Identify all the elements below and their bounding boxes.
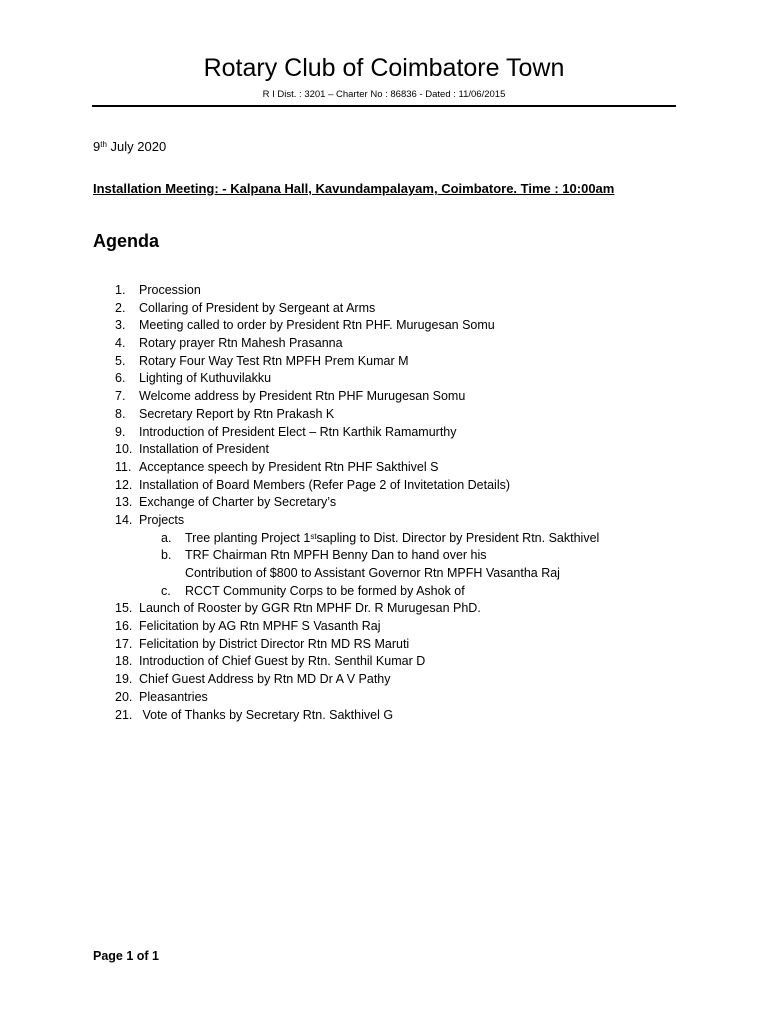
- agenda-item: 15. Launch of Rooster by GGR Rtn MPHF Dr. R Murugesan PhD.: [115, 601, 481, 616]
- meeting-date: 9th July 2020: [93, 139, 167, 154]
- agenda-item: 10. Installation of President: [115, 442, 269, 457]
- agenda-item: 18. Introduction of Chief Guest by Rtn. Senthil Kumar D: [115, 654, 426, 669]
- agenda-item: 8. Secretary Report by Rtn Prakash K: [115, 406, 335, 421]
- meeting-details: Installation Meeting: - Kalpana Hall, Kavundampalayam, Coimbatore. Time : 10:00am: [93, 181, 615, 196]
- agenda-subitem-continuation: Contribution of $800 to Assistant Governor Rtn MPFH Vasantha Raj: [185, 566, 560, 580]
- agenda-item: 13. Exchange of Charter by Secretary’s: [115, 495, 337, 510]
- agenda-item: 3. Meeting called to order by President Rtn PHF. Murugesan Somu: [115, 318, 495, 333]
- agenda-item: 17. Felicitation by District Director Rtn MD RS Maruti: [115, 636, 410, 651]
- agenda-item: 1. Procession: [115, 283, 201, 297]
- club-title: Rotary Club of Coimbatore Town: [203, 54, 565, 82]
- agenda-item: 5. Rotary Four Way Test Rtn MPFH Prem Kumar M: [115, 353, 409, 368]
- agenda-heading: Agenda: [93, 231, 160, 251]
- header-divider: [92, 105, 676, 107]
- agenda-item: 2. Collaring of President by Sergeant at Arms: [115, 300, 376, 315]
- charter-info: R I Dist. : 3201 – Charter No : 86836 - Dated : 11/06/2015: [262, 89, 506, 100]
- agenda-item: 11. Acceptance speech by President Rtn PHF Sakthivel S: [115, 459, 439, 474]
- agenda-list: [115, 282, 735, 724]
- agenda-subitem: a. Tree planting Project 1 $^{st}$ sapling to Dist. Director by President Rtn. Sakthivel: [161, 530, 600, 545]
- agenda-item: 6. Lighting of Kuthuvilakku: [115, 371, 272, 386]
- page-number: Page 1 of 1: [93, 949, 159, 963]
- agenda-item: 16. Felicitation by AG Rtn MPHF S Vasanth Raj: [115, 619, 381, 634]
- agenda-subitem: b. TRF Chairman Rtn MPFH Benny Dan to hand over his: [161, 548, 487, 563]
- agenda-item: 12. Installation of Board Members (Refer Page 2 of Invitetation Details): [115, 477, 511, 492]
- agenda-item: 9. Introduction of President Elect – Rtn Karthik Ramamurthy: [115, 424, 457, 439]
- agenda-item: 4. Rotary prayer Rtn Mahesh Prasanna: [115, 336, 343, 351]
- agenda-item: 19. Chief Guest Address by Rtn MD Dr A V Pathy: [115, 672, 391, 687]
- agenda-item: 7. Welcome address by President Rtn PHF Murugesan Somu: [115, 389, 466, 404]
- agenda-subitem: c. RCCT Community Corps to be formed by Ashok of: [161, 583, 465, 598]
- agenda-item: 14. Projects: [115, 512, 185, 527]
- agenda-item: 21. Vote of Thanks by Secretary Rtn. Sakthivel G: [115, 707, 394, 722]
- agenda-item: 20. Pleasantries: [115, 689, 208, 704]
